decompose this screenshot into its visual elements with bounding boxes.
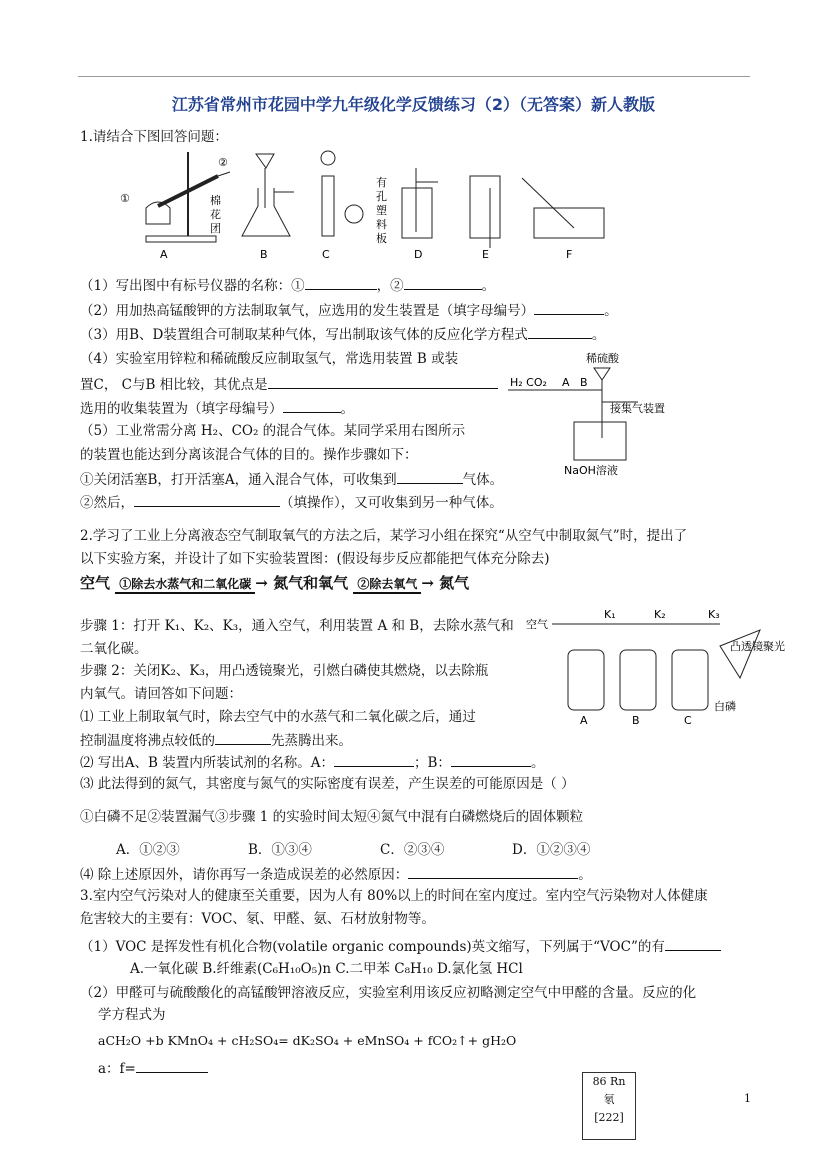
header-rule — [78, 76, 750, 77]
label-valve-a: A — [562, 376, 570, 389]
label-k1: K₁ — [604, 608, 616, 621]
page-number: 1 — [744, 1092, 751, 1105]
answer-blank[interactable] — [528, 324, 592, 339]
q2-item3: ⑶ 此法得到的氮气，其密度与氮气的实际密度有误差，产生误差的可能原因是（ ） — [80, 776, 575, 792]
q1-part5-a: （5）工业常需分离 H₂、CO₂ 的混合气体。某同学采用右图所示 — [80, 423, 466, 439]
answer-blank[interactable] — [215, 730, 271, 745]
answer-blank[interactable] — [397, 469, 463, 484]
answer-blank[interactable] — [134, 492, 280, 507]
q1-apparatus-figure — [118, 148, 618, 266]
label-acid: 稀硫酸 — [586, 352, 619, 365]
label-lens: 凸透镜聚光 — [730, 640, 785, 653]
q3-stem-2: 危害较大的主要有：VOC、氡、甲醛、氨、石材放射物等。 — [80, 911, 435, 927]
q2-step2-b: 内氧气。请回答如下问题： — [80, 686, 242, 702]
svg-text:花: 花 — [210, 208, 221, 221]
q3-stem-1: 3.室内空气污染对人的健康至关重要，因为人有 80%以上的时间在室内度过。室内空气污染物对人体健康 — [80, 888, 708, 904]
q2-item2: ⑵ 写出A、B 装置内所装试剂的名称。A： ；B： 。 — [80, 752, 544, 772]
q1-part2: （2）用加热高锰酸钾的方法制取氧气，应选用的发生装置是（填字母编号） 。 — [80, 300, 618, 320]
label-bottle-a: A — [580, 714, 588, 727]
q2-step2-a: 步骤 2：关闭K₂、K₃，用凸透镜聚光，引燃白磷使其燃烧，以去除瓶 — [80, 663, 489, 679]
answer-blank[interactable] — [665, 936, 721, 951]
label-E: E — [482, 248, 489, 261]
svg-text:塑: 塑 — [376, 204, 387, 217]
label-1: ① — [120, 192, 130, 205]
answer-blank[interactable] — [334, 752, 414, 767]
answer-blank[interactable] — [534, 300, 604, 315]
answer-blank[interactable] — [268, 374, 498, 389]
label-naoh: NaOH溶液 — [564, 464, 618, 477]
svg-text:板: 板 — [376, 232, 387, 245]
svg-text:孔: 孔 — [376, 190, 387, 203]
answer-blank[interactable] — [408, 864, 578, 879]
q3-equation: aCH₂O +b KMnO₄ + cH₂SO₄= dK₂SO₄ + eMnSO₄ + fCO₂↑+ gH₂O — [98, 1033, 517, 1048]
label-A: A — [160, 248, 168, 261]
answer-blank[interactable] — [404, 275, 482, 290]
q2-item4: ⑷ 除上述原因外，请你再写一条造成误差的必然原因： 。 — [80, 864, 592, 884]
label-C: C — [322, 248, 330, 261]
label-F: F — [566, 248, 573, 261]
q2-option-c[interactable]: C．②③④ — [380, 842, 445, 858]
q2-option-d[interactable]: D．①②③④ — [512, 842, 591, 858]
label-bottle-b: B — [632, 714, 640, 727]
q2-option-a[interactable]: A．①②③ — [116, 842, 180, 858]
q1-part4-b: 置C， C与B 相比较，其优点是 — [80, 374, 498, 394]
label-D: D — [414, 248, 423, 261]
svg-text:团: 团 — [210, 222, 221, 235]
label-2: ② — [218, 156, 228, 169]
q3-part1: （1）VOC 是挥发性有机化合物(volatile organic compounds)英文缩写，下列属于“VOC”的有 — [80, 936, 721, 956]
answer-blank[interactable] — [305, 275, 377, 290]
q2-step1-b: 二氧化碳。 — [80, 641, 148, 657]
q2-apparatus-figure — [524, 606, 785, 727]
label-gas: H₂ CO₂ — [510, 376, 547, 389]
answer-blank[interactable] — [451, 752, 531, 767]
q1-part5-b: 的装置也能达到分离该混合气体的目的。操作步骤如下： — [80, 447, 418, 463]
q1-part5-c: ①关闭活塞B，打开活塞A，通入混合气体，可收集到 气体。 — [80, 469, 503, 489]
label-bottle-c: C — [684, 714, 692, 727]
label-valve-b: B — [580, 376, 588, 389]
q1-part4-a: （4）实验室用锌粒和稀硫酸反应制取氢气，常选用装置 B 或装 — [80, 351, 459, 367]
q1-part5-d: ②然后， （填操作），又可收集到另一种气体。 — [80, 492, 503, 512]
q2-item1-b: 控制温度将沸点较低的 先蒸腾出来。 — [80, 730, 352, 750]
q2-flow: 空气 ①除去水蒸气和二氧化碳 → 氮气和氧气 ②除去氧气 → 氮气 — [80, 574, 470, 592]
label-B: B — [260, 248, 268, 261]
q3-options: A.一氧化碳 B.纤维素(C₆H₁₀O₅)n C.二甲苯 C₈H₁₀ D.氯化氢 HCl — [130, 961, 523, 977]
svg-text:料: 料 — [376, 218, 387, 231]
q2-reasons: ①白磷不足②装置漏气③步骤 1 的实验时间太短④氮气中混有白磷燃烧后的固体颗粒 — [80, 809, 584, 825]
q3-part2-a: （2）甲醛可与硫酸酸化的高锰酸钾溶液反应，实验室利用该反应初略测定空气中甲醛的含量。反应的化 — [80, 985, 697, 1001]
label-phosphorus: 白磷 — [714, 700, 736, 713]
q1-stem: 1.请结合下图回答问题： — [80, 129, 228, 145]
q3-ratio: a：f= — [98, 1058, 208, 1078]
label-k2: K₂ — [654, 608, 666, 621]
q1-separation-figure — [508, 350, 694, 478]
q1-part1: （1）写出图中有标号仪器的名称：① ，② 。 — [80, 275, 495, 295]
label-cotton: 棉 — [210, 194, 221, 207]
q2-step1-a: 步骤 1：打开 K₁、K₂、K₃，通入空气，利用装置 A 和 B，去除水蒸气和 — [80, 618, 514, 634]
answer-blank[interactable] — [136, 1058, 208, 1073]
q2-stem-2: 以下实验方案，并设计了如下实验装置图：(假设每步反应都能把气体充分除去) — [80, 551, 550, 567]
page-title: 江苏省常州市花园中学九年级化学反馈练习（2）（无答案）新人教版 — [171, 95, 656, 114]
q1-part4-c: 选用的收集装置为（填字母编号） 。 — [80, 398, 354, 418]
q1-part3: （3）用B、D装置组合可制取某种气体，写出制取该气体的反应化学方程式 。 — [80, 324, 605, 344]
label-plate: 有 — [376, 176, 387, 189]
label-k3: K₃ — [708, 608, 720, 621]
answer-blank[interactable] — [283, 398, 341, 413]
q2-option-b[interactable]: B．①③④ — [248, 842, 312, 858]
q2-stem-1: 2.学习了工业上分离液态空气制取氧气的方法之后，某学习小组在探究“从空气中制取氮气”时，提出了 — [80, 528, 688, 544]
q3-part2-b: 学方程式为 — [98, 1007, 166, 1023]
q2-item1-a: ⑴ 工业上制取氧气时，除去空气中的水蒸气和二氧化碳之后，通过 — [80, 709, 476, 725]
radon-element-card: 86 Rn 氡 [222] — [582, 1072, 636, 1140]
label-air: 空气 — [526, 618, 548, 631]
label-collect: 接集气装置 — [610, 402, 665, 415]
